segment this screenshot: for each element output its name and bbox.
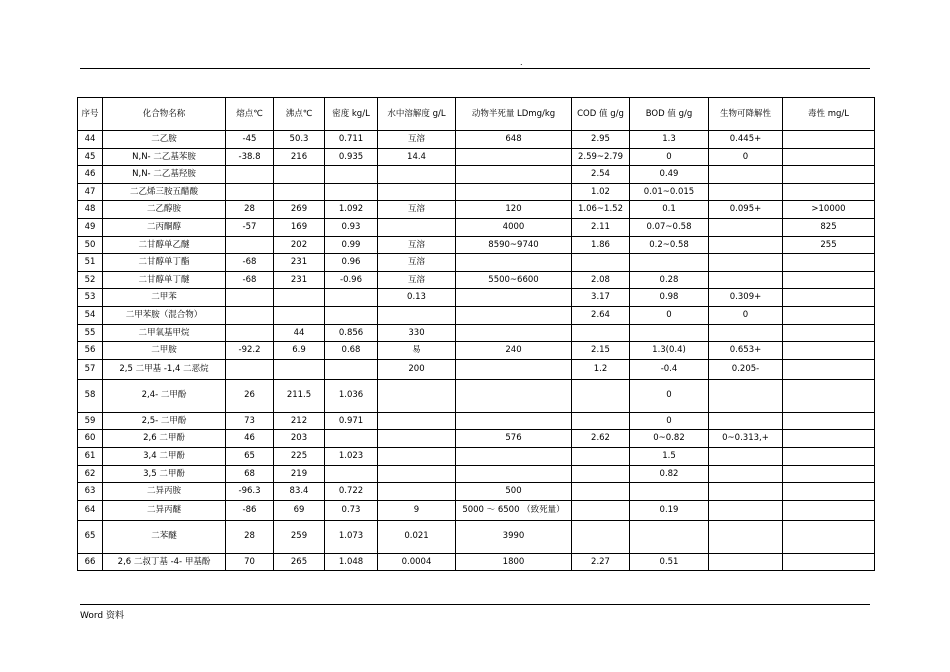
cell-cod: 3.17: [572, 289, 630, 307]
cell-toxicity: 825: [783, 218, 875, 236]
cell-ld50: [456, 359, 572, 379]
cell-cod: 2.11: [572, 218, 630, 236]
table-row: [78, 271, 875, 289]
cell-cod: [572, 379, 630, 412]
cell-bod: 0.07~0.58: [630, 218, 709, 236]
column-header-cod: COD 值 g/g: [572, 98, 630, 131]
cell-cod: [572, 500, 630, 520]
cell-boiling-point: [274, 359, 325, 379]
compound-table: [77, 97, 875, 571]
cell-bod: 0.98: [630, 289, 709, 307]
cell-density: -0.96: [325, 271, 378, 289]
cell-density: [325, 430, 378, 448]
cell-density: 1.023: [325, 447, 378, 465]
cell-toxicity: [783, 447, 875, 465]
cell-toxicity: [783, 500, 875, 520]
cell-toxicity: [783, 553, 875, 571]
cell-density: 0.935: [325, 148, 378, 166]
cell-bod: -0.4: [630, 359, 709, 379]
cell-melting-point: [226, 306, 274, 324]
cell-density: [325, 465, 378, 483]
cell-index: 56: [78, 342, 103, 360]
cell-bod: 0: [630, 148, 709, 166]
cell-cod: 1.02: [572, 183, 630, 201]
cell-cod: 2.08: [572, 271, 630, 289]
table-row: [78, 553, 875, 571]
cell-biodegradability: 0.095+: [709, 201, 783, 219]
cell-boiling-point: [274, 166, 325, 184]
cell-boiling-point: 225: [274, 447, 325, 465]
cell-biodegradability: [709, 520, 783, 553]
cell-boiling-point: 219: [274, 465, 325, 483]
cell-boiling-point: 212: [274, 412, 325, 430]
cell-melting-point: 26: [226, 379, 274, 412]
cell-density: [325, 166, 378, 184]
cell-cod: 2.27: [572, 553, 630, 571]
cell-melting-point: 28: [226, 520, 274, 553]
cell-bod: 0: [630, 412, 709, 430]
cell-solubility: 9: [378, 500, 456, 520]
cell-melting-point: 70: [226, 553, 274, 571]
cell-melting-point: 46: [226, 430, 274, 448]
cell-bod: 0.01~0.015: [630, 183, 709, 201]
cell-ld50: [456, 289, 572, 307]
cell-boiling-point: 203: [274, 430, 325, 448]
cell-density: 0.73: [325, 500, 378, 520]
cell-solubility: 易: [378, 342, 456, 360]
cell-ld50: 1800: [456, 553, 572, 571]
cell-index: 50: [78, 236, 103, 254]
cell-solubility: 0.13: [378, 289, 456, 307]
cell-solubility: 200: [378, 359, 456, 379]
cell-index: 65: [78, 520, 103, 553]
cell-melting-point: [226, 183, 274, 201]
cell-biodegradability: [709, 447, 783, 465]
cell-index: 44: [78, 131, 103, 149]
table-row: [78, 500, 875, 520]
cell-name: 2,5- 二甲酚: [103, 412, 226, 430]
cell-index: 53: [78, 289, 103, 307]
cell-melting-point: 68: [226, 465, 274, 483]
cell-index: 57: [78, 359, 103, 379]
cell-ld50: 648: [456, 131, 572, 149]
cell-name: N,N- 二乙基羟胺: [103, 166, 226, 184]
cell-ld50: 5000 ～ 6500 （致死量）: [456, 500, 572, 520]
cell-cod: 2.64: [572, 306, 630, 324]
cell-melting-point: [226, 324, 274, 342]
cell-bod: 0: [630, 306, 709, 324]
table-row: [78, 324, 875, 342]
table-row: [78, 447, 875, 465]
cell-solubility: 互溶: [378, 254, 456, 272]
cell-melting-point: 28: [226, 201, 274, 219]
cell-ld50: [456, 412, 572, 430]
cell-ld50: [456, 447, 572, 465]
cell-index: 59: [78, 412, 103, 430]
cell-index: 64: [78, 500, 103, 520]
cell-bod: 0.28: [630, 271, 709, 289]
cell-cod: [572, 324, 630, 342]
cell-solubility: 互溶: [378, 271, 456, 289]
cell-ld50: [456, 148, 572, 166]
cell-index: 60: [78, 430, 103, 448]
cell-bod: 0~0.82: [630, 430, 709, 448]
table-row: [78, 131, 875, 149]
cell-bod: 1.3(0.4): [630, 342, 709, 360]
cell-ld50: [456, 183, 572, 201]
cell-cod: [572, 520, 630, 553]
cell-toxicity: [783, 183, 875, 201]
cell-index: 48: [78, 201, 103, 219]
cell-melting-point: -68: [226, 254, 274, 272]
cell-density: 0.971: [325, 412, 378, 430]
cell-density: 1.036: [325, 379, 378, 412]
table-row: [78, 236, 875, 254]
cell-cod: 2.15: [572, 342, 630, 360]
cell-index: 51: [78, 254, 103, 272]
table-row: [78, 148, 875, 166]
cell-name: 二异丙胺: [103, 483, 226, 501]
cell-melting-point: [226, 236, 274, 254]
cell-name: N,N- 二乙基苯胺: [103, 148, 226, 166]
cell-cod: 2.54: [572, 166, 630, 184]
cell-melting-point: [226, 359, 274, 379]
cell-bod: 0.2~0.58: [630, 236, 709, 254]
cell-solubility: 互溶: [378, 201, 456, 219]
cell-cod: [572, 447, 630, 465]
cell-index: 52: [78, 271, 103, 289]
cell-density: 0.722: [325, 483, 378, 501]
table-row: [78, 306, 875, 324]
table-row: [78, 218, 875, 236]
cell-solubility: [378, 465, 456, 483]
cell-ld50: 4000: [456, 218, 572, 236]
column-header-name: 化合物名称: [103, 98, 226, 131]
cell-boiling-point: 211.5: [274, 379, 325, 412]
cell-density: 1.048: [325, 553, 378, 571]
cell-melting-point: [226, 289, 274, 307]
cell-biodegradability: [709, 324, 783, 342]
cell-density: [325, 306, 378, 324]
cell-boiling-point: 50.3: [274, 131, 325, 149]
cell-name: 二甘醇单乙醚: [103, 236, 226, 254]
cell-name: 2,4- 二甲酚: [103, 379, 226, 412]
cell-index: 58: [78, 379, 103, 412]
table-row: [78, 465, 875, 483]
cell-name: 2,6 二甲酚: [103, 430, 226, 448]
cell-index: 63: [78, 483, 103, 501]
cell-toxicity: [783, 166, 875, 184]
cell-name: 二苯醚: [103, 520, 226, 553]
cell-bod: 0.49: [630, 166, 709, 184]
cell-boiling-point: 265: [274, 553, 325, 571]
cell-boiling-point: [274, 183, 325, 201]
cell-boiling-point: [274, 289, 325, 307]
cell-bod: 0.82: [630, 465, 709, 483]
cell-density: 0.96: [325, 254, 378, 272]
cell-bod: 0.19: [630, 500, 709, 520]
cell-biodegradability: 0.653+: [709, 342, 783, 360]
cell-cod: [572, 412, 630, 430]
cell-biodegradability: [709, 254, 783, 272]
cell-density: 1.073: [325, 520, 378, 553]
cell-name: 二丙酮醇: [103, 218, 226, 236]
cell-cod: 1.2: [572, 359, 630, 379]
cell-name: 3,4 二甲酚: [103, 447, 226, 465]
cell-ld50: [456, 465, 572, 483]
cell-biodegradability: [709, 379, 783, 412]
cell-ld50: [456, 324, 572, 342]
column-header-ld50: 动物半死量 LDmg/kg: [456, 98, 572, 131]
table-row: [78, 412, 875, 430]
table-row: [78, 379, 875, 412]
cell-boiling-point: 216: [274, 148, 325, 166]
cell-density: 0.93: [325, 218, 378, 236]
column-header-biodegradability: 生物可降解性: [709, 98, 783, 131]
cell-boiling-point: 259: [274, 520, 325, 553]
cell-bod: 0: [630, 379, 709, 412]
cell-name: 二甘醇单丁酯: [103, 254, 226, 272]
cell-toxicity: [783, 520, 875, 553]
cell-bod: [630, 483, 709, 501]
cell-solubility: [378, 379, 456, 412]
cell-bod: [630, 520, 709, 553]
cell-name: 二乙醇胺: [103, 201, 226, 219]
cell-toxicity: [783, 412, 875, 430]
cell-toxicity: [783, 465, 875, 483]
cell-melting-point: 65: [226, 447, 274, 465]
cell-toxicity: [783, 324, 875, 342]
column-header-solubility: 水中溶解度 g/L: [378, 98, 456, 131]
cell-density: 0.856: [325, 324, 378, 342]
cell-toxicity: [783, 289, 875, 307]
cell-density: [325, 183, 378, 201]
table-row: [78, 483, 875, 501]
cell-toxicity: [783, 254, 875, 272]
cell-boiling-point: 6.9: [274, 342, 325, 360]
cell-biodegradability: 0.205-: [709, 359, 783, 379]
cell-toxicity: [783, 131, 875, 149]
cell-solubility: [378, 412, 456, 430]
footer-rule: [80, 604, 870, 605]
cell-cod: [572, 483, 630, 501]
cell-index: 46: [78, 166, 103, 184]
cell-name: 二甲氧基甲烷: [103, 324, 226, 342]
cell-boiling-point: 231: [274, 254, 325, 272]
cell-toxicity: 255: [783, 236, 875, 254]
table-row: [78, 342, 875, 360]
cell-boiling-point: [274, 306, 325, 324]
cell-solubility: 330: [378, 324, 456, 342]
cell-cod: [572, 254, 630, 272]
cell-melting-point: -57: [226, 218, 274, 236]
cell-biodegradability: 0~0.313,+: [709, 430, 783, 448]
cell-biodegradability: [709, 465, 783, 483]
table-row: [78, 183, 875, 201]
cell-boiling-point: 169: [274, 218, 325, 236]
cell-name: 2,6 二叔丁基 -4- 甲基酚: [103, 553, 226, 571]
table-row: [78, 166, 875, 184]
cell-name: 二甲苯: [103, 289, 226, 307]
column-header-bod: BOD 值 g/g: [630, 98, 709, 131]
cell-biodegradability: [709, 483, 783, 501]
cell-cod: 1.86: [572, 236, 630, 254]
cell-melting-point: -96.3: [226, 483, 274, 501]
table-row: [78, 201, 875, 219]
cell-boiling-point: 69: [274, 500, 325, 520]
cell-boiling-point: 231: [274, 271, 325, 289]
cell-bod: 0.51: [630, 553, 709, 571]
cell-name: 二甲胺: [103, 342, 226, 360]
cell-biodegradability: 0: [709, 148, 783, 166]
cell-density: 0.99: [325, 236, 378, 254]
cell-melting-point: -38.8: [226, 148, 274, 166]
cell-solubility: [378, 306, 456, 324]
cell-solubility: [378, 483, 456, 501]
cell-ld50: 240: [456, 342, 572, 360]
table-row: [78, 289, 875, 307]
cell-boiling-point: 269: [274, 201, 325, 219]
cell-index: 49: [78, 218, 103, 236]
cell-density: 0.68: [325, 342, 378, 360]
cell-toxicity: [783, 483, 875, 501]
cell-name: 二甲苯胺（混合物）: [103, 306, 226, 324]
cell-solubility: 14.4: [378, 148, 456, 166]
table-row: [78, 254, 875, 272]
cell-bod: [630, 254, 709, 272]
header-dot: .: [520, 58, 523, 67]
cell-toxicity: >10000: [783, 201, 875, 219]
column-header-melting-point: 熔点℃: [226, 98, 274, 131]
cell-toxicity: [783, 430, 875, 448]
cell-biodegradability: 0: [709, 306, 783, 324]
cell-biodegradability: [709, 218, 783, 236]
cell-biodegradability: [709, 553, 783, 571]
cell-biodegradability: [709, 183, 783, 201]
cell-solubility: [378, 166, 456, 184]
cell-ld50: 5500~6600: [456, 271, 572, 289]
cell-solubility: 0.0004: [378, 553, 456, 571]
cell-biodegradability: [709, 500, 783, 520]
column-header-boiling-point: 沸点℃: [274, 98, 325, 131]
cell-index: 47: [78, 183, 103, 201]
cell-melting-point: [226, 166, 274, 184]
cell-toxicity: [783, 271, 875, 289]
cell-name: 二异丙醚: [103, 500, 226, 520]
cell-solubility: [378, 218, 456, 236]
cell-name: 二甘醇单丁醚: [103, 271, 226, 289]
cell-cod: 2.59~2.79: [572, 148, 630, 166]
column-header-toxicity: 毒性 mg/L: [783, 98, 875, 131]
cell-density: 0.711: [325, 131, 378, 149]
cell-index: 66: [78, 553, 103, 571]
cell-ld50: 500: [456, 483, 572, 501]
cell-bod: [630, 324, 709, 342]
cell-ld50: 120: [456, 201, 572, 219]
cell-cod: 2.62: [572, 430, 630, 448]
cell-solubility: 互溶: [378, 131, 456, 149]
cell-toxicity: [783, 359, 875, 379]
cell-toxicity: [783, 342, 875, 360]
cell-solubility: [378, 430, 456, 448]
cell-boiling-point: 44: [274, 324, 325, 342]
cell-biodegradability: 0.309+: [709, 289, 783, 307]
cell-cod: [572, 465, 630, 483]
cell-ld50: 8590~9740: [456, 236, 572, 254]
cell-bod: 1.3: [630, 131, 709, 149]
cell-biodegradability: [709, 271, 783, 289]
cell-index: 55: [78, 324, 103, 342]
cell-name: 二乙烯三胺五醋酸: [103, 183, 226, 201]
cell-ld50: [456, 306, 572, 324]
cell-solubility: 0.021: [378, 520, 456, 553]
cell-biodegradability: [709, 236, 783, 254]
cell-biodegradability: [709, 412, 783, 430]
cell-index: 61: [78, 447, 103, 465]
cell-biodegradability: [709, 166, 783, 184]
header-rule: [80, 68, 870, 69]
column-header-density: 密度 kg/L: [325, 98, 378, 131]
cell-density: [325, 359, 378, 379]
cell-toxicity: [783, 148, 875, 166]
cell-bod: 0.1: [630, 201, 709, 219]
table-row: [78, 520, 875, 553]
cell-solubility: 互溶: [378, 236, 456, 254]
cell-melting-point: 73: [226, 412, 274, 430]
cell-name: 3,5 二甲酚: [103, 465, 226, 483]
cell-ld50: [456, 254, 572, 272]
cell-solubility: [378, 447, 456, 465]
cell-bod: 1.5: [630, 447, 709, 465]
cell-melting-point: -68: [226, 271, 274, 289]
cell-index: 54: [78, 306, 103, 324]
table-row: [78, 430, 875, 448]
cell-melting-point: -45: [226, 131, 274, 149]
cell-toxicity: [783, 379, 875, 412]
cell-melting-point: -86: [226, 500, 274, 520]
cell-cod: 1.06~1.52: [572, 201, 630, 219]
cell-melting-point: -92.2: [226, 342, 274, 360]
cell-boiling-point: 83.4: [274, 483, 325, 501]
table-row: [78, 359, 875, 379]
table-header-row: [78, 98, 875, 131]
cell-toxicity: [783, 306, 875, 324]
cell-index: 62: [78, 465, 103, 483]
cell-name: 2,5 二甲基 -1,4 二恶烷: [103, 359, 226, 379]
cell-boiling-point: 202: [274, 236, 325, 254]
cell-index: 45: [78, 148, 103, 166]
cell-solubility: [378, 183, 456, 201]
cell-ld50: [456, 379, 572, 412]
cell-ld50: [456, 166, 572, 184]
cell-density: 1.092: [325, 201, 378, 219]
footer-text: Word 资料: [80, 611, 124, 621]
cell-density: [325, 289, 378, 307]
cell-biodegradability: 0.445+: [709, 131, 783, 149]
cell-ld50: 3990: [456, 520, 572, 553]
cell-ld50: 576: [456, 430, 572, 448]
cell-cod: 2.95: [572, 131, 630, 149]
cell-name: 二乙胺: [103, 131, 226, 149]
column-header-index: 序号: [78, 98, 103, 131]
